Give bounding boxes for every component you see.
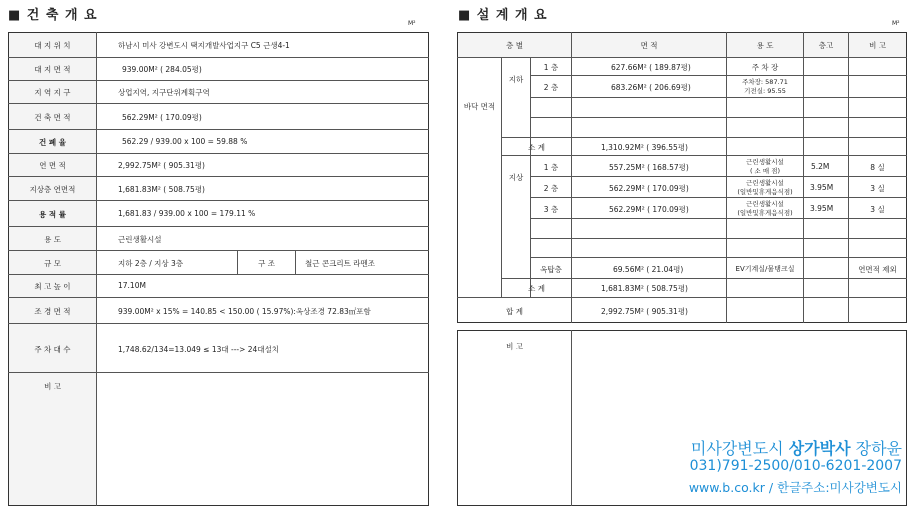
b1-use: 주 차 장 (751, 63, 779, 72)
watermark-area: 미사강변도시 (690, 439, 789, 458)
value-above-ground-area: 1,681.83M² ( 508.75평) (118, 185, 205, 194)
label-scale: 규 모 (44, 259, 61, 268)
value-floor-area-ratio: 1,681.83 / 939.00 x 100 = 179.11 % (118, 209, 256, 218)
f3-area: 562.29M² ( 170.09평) (609, 205, 689, 214)
value-site-area: 939.00M² ( 284.05평) (122, 65, 202, 74)
basement-subtotal-area: 1,310.92M² ( 396.55평) (601, 143, 688, 152)
left-title: ■ 건 축 개 요 (8, 8, 98, 23)
header-height: 층고 (818, 41, 834, 50)
label-site-area: 대 지 면 적 (34, 65, 71, 74)
f1-height: 5.2M (811, 162, 830, 171)
label-zoning: 지 역 지 구 (34, 88, 71, 97)
left-unit: M² (408, 20, 416, 27)
f1-area: 557.25M² ( 168.57평) (609, 163, 689, 172)
header-floor: 층 별 (506, 41, 523, 50)
label-max-height: 최 고 높 이 (34, 282, 71, 291)
above-subtotal-label: 소 계 (528, 284, 545, 293)
b2-use-parking: 주차장: 587.71 (742, 78, 788, 86)
watermark-brand: 상가박사 (788, 439, 851, 458)
label-total-floor-area: 연 면 적 (39, 161, 66, 170)
value-landscape-area: 939.00M² x 15% = 140.85 < 150.00 ( 15.97%):옥상조경 72.83㎡포함 (118, 307, 371, 316)
f3-floor: 3 층 (543, 205, 559, 214)
total-area: 2,992.75M² ( 905.31평) (601, 307, 688, 316)
label-above-ground: 지상 (508, 173, 524, 182)
value-site-location: 하남시 미사 강변도시 택지개발사업지구 C5 근생4-1 (118, 41, 290, 50)
total-label: 합 계 (506, 307, 523, 316)
value-max-height: 17.10M (118, 281, 146, 290)
b2-area: 683.26M² ( 206.69평) (611, 83, 691, 92)
label-above-ground-area: 지상층 연면적 (29, 185, 76, 194)
value-total-floor-area: 2,992.75M² ( 905.31평) (118, 161, 205, 170)
f3-use-detail: (일반및휴게음식점) (737, 209, 793, 217)
rooftop-use: EV기계실/물탱크실 (735, 265, 795, 273)
label-floor-area-ratio: 용 적 률 (39, 210, 66, 219)
f2-area: 562.29M² ( 170.09평) (609, 184, 689, 193)
value-zoning: 상업지역, 지구단위계획구역 (118, 88, 210, 97)
f2-use-detail: (일반및휴게음식점) (737, 188, 793, 196)
right-unit: M² (892, 20, 900, 27)
label-floor-area-group: 바닥 면적 (463, 102, 496, 111)
f2-use: 근린생활시설 (746, 179, 784, 187)
b1-area: 627.66M² ( 189.87평) (611, 63, 691, 72)
watermark-name: 장하윤 (850, 439, 902, 458)
rooftop-note: 연면적 제외 (858, 265, 897, 274)
b2-floor: 2 층 (543, 83, 559, 92)
f2-height: 3.95M (810, 183, 834, 192)
above-subtotal-area: 1,681.83M² ( 508.75평) (601, 284, 688, 293)
f3-use: 근린생활시설 (746, 200, 784, 208)
label-landscape-area: 조 경 면 적 (34, 307, 71, 316)
rooftop-area: 69.56M² ( 21.04평) (613, 265, 684, 274)
f3-height: 3.95M (810, 204, 834, 213)
header-note: 비 고 (869, 41, 886, 50)
f3-note: 3 실 (870, 205, 885, 214)
f1-use: 근린생활시설 (746, 158, 784, 166)
label-parking: 주 차 대 수 (34, 345, 71, 354)
label-site-location: 대 지 위 치 (34, 41, 71, 50)
label-building-area: 건 축 면 적 (34, 113, 71, 122)
label-coverage-ratio: 건 폐 율 (39, 138, 66, 147)
watermark-url[interactable]: www.b.co.kr / 한글주소:미사강변도시 (688, 480, 902, 495)
right-title: ■ 설 계 개 요 (458, 8, 548, 23)
b1-floor: 1 층 (543, 63, 559, 72)
f2-floor: 2 층 (543, 184, 559, 193)
label-structure: 구 조 (258, 259, 275, 268)
watermark-title (691, 436, 902, 459)
basement-subtotal-label: 소 계 (528, 143, 545, 152)
value-parking: 1,748.62/134=13.049 ≤ 13대 ---> 24대설치 (118, 345, 280, 354)
f1-floor: 1 층 (543, 163, 559, 172)
f2-note: 3 실 (870, 184, 885, 193)
label-remarks: 비 고 (44, 382, 61, 391)
f1-use-detail: ( 소 매 점) (749, 167, 781, 175)
value-scale: 지하 2층 / 지상 3층 (118, 259, 184, 268)
value-coverage-ratio: 562.29 / 939.00 x 100 = 59.88 % (122, 137, 248, 146)
remarks-label: 비 고 (506, 342, 523, 351)
label-basement: 지하 (508, 75, 524, 84)
label-use: 용 도 (44, 235, 61, 244)
f1-note: 8 실 (870, 163, 885, 172)
header-area: 면 적 (640, 41, 658, 50)
value-structure: 철근 콘크리트 라멘조 (305, 259, 375, 268)
value-building-area: 562.29M² ( 170.09평) (122, 113, 202, 122)
b2-use-electrical: 기전실: 95.55 (744, 87, 786, 95)
rooftop-floor: 옥탑층 (540, 265, 562, 274)
value-use: 근린생활시설 (118, 235, 162, 244)
header-use: 용 도 (756, 41, 774, 50)
watermark-phone: 031)791-2500/010-6201-2007 (689, 458, 902, 474)
